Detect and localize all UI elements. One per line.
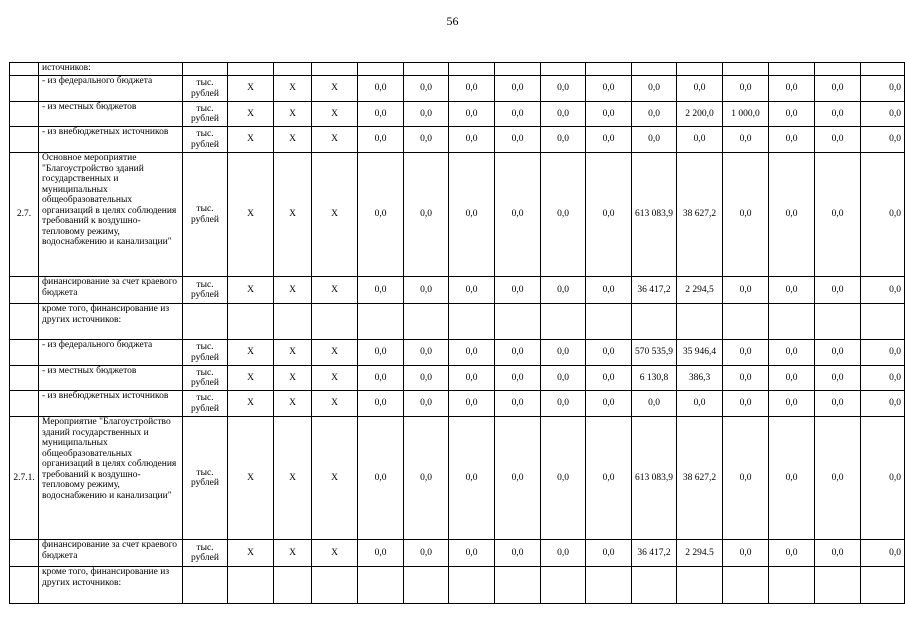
row-number (10, 567, 39, 604)
value-cell (769, 63, 815, 76)
value-cell: 0,0 (815, 153, 861, 277)
row-unit (183, 63, 228, 76)
value-cell: 0,0 (769, 277, 815, 304)
value-cell (769, 304, 815, 340)
row-unit: тыс. рублей (183, 102, 228, 127)
value-cell: 0,0 (449, 340, 495, 366)
row-unit: тыс. рублей (183, 366, 228, 391)
row-number (10, 366, 39, 391)
value-cell: 0,0 (449, 127, 495, 153)
value-cell: 0,0 (586, 76, 632, 102)
value-cell: X (274, 417, 312, 540)
row-name: источников: (39, 63, 183, 76)
value-cell: 0,0 (632, 127, 677, 153)
value-cell: 0,0 (815, 540, 861, 567)
row-number (10, 102, 39, 127)
table-row (10, 304, 905, 340)
value-cell (677, 63, 723, 76)
value-cell: X (228, 76, 274, 102)
value-cell: X (274, 76, 312, 102)
value-cell: 0,0 (541, 127, 586, 153)
value-cell: 0,0 (358, 153, 404, 277)
value-cell: 0,0 (541, 417, 586, 540)
value-cell: 0,0 (358, 76, 404, 102)
value-cell: 0,0 (358, 340, 404, 366)
value-cell: 0,0 (815, 417, 861, 540)
row-number: 2.7.1. (10, 417, 39, 540)
value-cell: X (274, 366, 312, 391)
value-cell: 2 200,0 (677, 102, 723, 127)
value-cell (274, 304, 312, 340)
value-cell: 386,3 (677, 366, 723, 391)
value-cell (228, 304, 274, 340)
value-cell: 38 627,2 (677, 417, 723, 540)
row-unit: тыс. рублей (183, 127, 228, 153)
value-cell: X (312, 366, 358, 391)
value-cell: 0,0 (541, 340, 586, 366)
value-cell: X (312, 127, 358, 153)
value-cell: 0,0 (449, 391, 495, 417)
value-cell: X (312, 340, 358, 366)
value-cell: 0,0 (586, 391, 632, 417)
value-cell: 0,0 (404, 277, 449, 304)
value-cell: 0,0 (404, 340, 449, 366)
value-cell: 0,0 (815, 277, 861, 304)
value-cell: 0,0 (586, 102, 632, 127)
value-cell: 0,0 (861, 277, 905, 304)
value-cell: 6 130,8 (632, 366, 677, 391)
value-cell (815, 63, 861, 76)
value-cell: 0,0 (541, 102, 586, 127)
value-cell: 0,0 (449, 540, 495, 567)
value-cell: 0,0 (861, 340, 905, 366)
value-cell: 0,0 (723, 127, 769, 153)
value-cell: 0,0 (404, 540, 449, 567)
value-cell: 0,0 (586, 540, 632, 567)
row-unit: тыс. рублей (183, 340, 228, 366)
row-name: кроме того, финансирование из других источников: (39, 304, 183, 340)
value-cell: 0,0 (358, 366, 404, 391)
value-cell: 0,0 (769, 127, 815, 153)
value-cell: 0,0 (586, 277, 632, 304)
value-cell (861, 567, 905, 604)
value-cell: 0,0 (449, 102, 495, 127)
value-cell: 0,0 (769, 76, 815, 102)
value-cell (449, 63, 495, 76)
row-name: - из федерального бюджета (39, 340, 183, 366)
value-cell: 38 627,2 (677, 153, 723, 277)
value-cell: X (312, 391, 358, 417)
row-unit (183, 304, 228, 340)
value-cell (586, 567, 632, 604)
value-cell: 0,0 (769, 340, 815, 366)
value-cell: 0,0 (769, 540, 815, 567)
row-number (10, 127, 39, 153)
value-cell: X (274, 127, 312, 153)
value-cell: X (274, 540, 312, 567)
row-unit: тыс. рублей (183, 76, 228, 102)
value-cell: X (312, 76, 358, 102)
value-cell: X (312, 277, 358, 304)
value-cell: 0,0 (586, 366, 632, 391)
value-cell: X (228, 153, 274, 277)
value-cell: 0,0 (404, 102, 449, 127)
row-number (10, 540, 39, 567)
value-cell: 0,0 (677, 127, 723, 153)
value-cell (769, 567, 815, 604)
value-cell: 0,0 (449, 417, 495, 540)
value-cell (495, 63, 541, 76)
row-name: - из местных бюджетов (39, 102, 183, 127)
value-cell: 0,0 (861, 366, 905, 391)
table-row (10, 567, 905, 604)
row-number (10, 277, 39, 304)
value-cell: 0,0 (861, 417, 905, 540)
value-cell: 0,0 (632, 76, 677, 102)
value-cell (632, 63, 677, 76)
row-unit: тыс. рублей (183, 391, 228, 417)
value-cell (228, 567, 274, 604)
value-cell: X (228, 127, 274, 153)
value-cell: 0,0 (632, 102, 677, 127)
value-cell: 0,0 (495, 76, 541, 102)
value-cell (586, 63, 632, 76)
value-cell: 0,0 (404, 127, 449, 153)
value-cell (632, 567, 677, 604)
value-cell (404, 304, 449, 340)
table-row (10, 102, 905, 127)
value-cell: 0,0 (586, 417, 632, 540)
budget-table (9, 62, 905, 604)
value-cell: X (228, 102, 274, 127)
value-cell (723, 63, 769, 76)
value-cell: 0,0 (769, 153, 815, 277)
row-unit: тыс. рублей (183, 153, 228, 277)
value-cell: X (274, 153, 312, 277)
row-number (10, 63, 39, 76)
value-cell (358, 567, 404, 604)
value-cell: 0,0 (449, 153, 495, 277)
value-cell (274, 63, 312, 76)
value-cell: 0,0 (723, 417, 769, 540)
row-number (10, 76, 39, 102)
value-cell: 0,0 (404, 153, 449, 277)
value-cell (586, 304, 632, 340)
table-row (10, 63, 905, 76)
value-cell: 0,0 (632, 391, 677, 417)
value-cell: 0,0 (815, 127, 861, 153)
value-cell: 36 417,2 (632, 540, 677, 567)
value-cell: 0,0 (677, 391, 723, 417)
value-cell: X (228, 540, 274, 567)
value-cell: X (312, 417, 358, 540)
value-cell (404, 63, 449, 76)
value-cell: 0,0 (495, 127, 541, 153)
value-cell (632, 304, 677, 340)
row-number (10, 340, 39, 366)
value-cell: 0,0 (495, 417, 541, 540)
value-cell: X (312, 153, 358, 277)
value-cell: 0,0 (358, 277, 404, 304)
value-cell: 0,0 (495, 366, 541, 391)
value-cell: 0,0 (449, 76, 495, 102)
value-cell: 0,0 (404, 417, 449, 540)
table-row (10, 277, 905, 304)
table-row (10, 366, 905, 391)
row-number (10, 304, 39, 340)
value-cell: 36 417,2 (632, 277, 677, 304)
value-cell: 0,0 (861, 153, 905, 277)
value-cell: 0,0 (404, 391, 449, 417)
value-cell: 0,0 (586, 153, 632, 277)
value-cell (861, 63, 905, 76)
value-cell: 0,0 (861, 76, 905, 102)
value-cell (312, 304, 358, 340)
table-row (10, 391, 905, 417)
value-cell (312, 567, 358, 604)
value-cell: 1 000,0 (723, 102, 769, 127)
row-number (10, 391, 39, 417)
row-name: - из внебюджетных источников (39, 127, 183, 153)
value-cell: 0,0 (495, 391, 541, 417)
value-cell: X (228, 391, 274, 417)
value-cell: 0,0 (358, 127, 404, 153)
value-cell: 0,0 (815, 391, 861, 417)
value-cell: 0,0 (541, 540, 586, 567)
row-name: - из местных бюджетов (39, 366, 183, 391)
value-cell: 0,0 (769, 391, 815, 417)
value-cell: 613 083,9 (632, 417, 677, 540)
value-cell (495, 304, 541, 340)
value-cell: 570 535,9 (632, 340, 677, 366)
value-cell: X (312, 540, 358, 567)
value-cell: X (274, 102, 312, 127)
value-cell: X (274, 391, 312, 417)
row-name: кроме того, финансирование из других источников: (39, 567, 183, 604)
value-cell: 0,0 (449, 277, 495, 304)
value-cell: 0,0 (723, 366, 769, 391)
table-row (10, 340, 905, 366)
value-cell: 0,0 (723, 391, 769, 417)
table-row (10, 540, 905, 567)
row-number: 2.7. (10, 153, 39, 277)
value-cell (541, 567, 586, 604)
value-cell: X (228, 277, 274, 304)
value-cell: 0,0 (541, 391, 586, 417)
table-row (10, 153, 905, 277)
value-cell (312, 63, 358, 76)
value-cell: 35 946,4 (677, 340, 723, 366)
value-cell (723, 304, 769, 340)
value-cell (541, 304, 586, 340)
value-cell: 0,0 (861, 391, 905, 417)
value-cell (358, 304, 404, 340)
value-cell: 2 294.5 (677, 540, 723, 567)
value-cell: 0,0 (861, 102, 905, 127)
row-name: Основное мероприятие "Благоустройство зданий государственных и муниципальных общеобразовательных организаций в целях соблюдения требований к воздушно-тепловому режиму, водоснабжению и канализации" (39, 153, 183, 277)
row-name: - из федерального бюджета (39, 76, 183, 102)
table-body (10, 63, 905, 604)
table-row (10, 76, 905, 102)
value-cell: 0,0 (495, 153, 541, 277)
row-name: финансирование за счет краевого бюджета (39, 540, 183, 567)
value-cell: 0,0 (358, 417, 404, 540)
table-row (10, 127, 905, 153)
value-cell: X (274, 277, 312, 304)
page-number: 56 (446, 14, 459, 28)
row-unit: тыс. рублей (183, 540, 228, 567)
value-cell (449, 304, 495, 340)
value-cell: 0,0 (723, 76, 769, 102)
value-cell: 0,0 (358, 391, 404, 417)
value-cell (815, 567, 861, 604)
value-cell (677, 567, 723, 604)
value-cell: X (228, 340, 274, 366)
value-cell: 0,0 (815, 366, 861, 391)
value-cell (495, 567, 541, 604)
value-cell (677, 304, 723, 340)
row-name: - из внебюджетных источников (39, 391, 183, 417)
value-cell: 2 294,5 (677, 277, 723, 304)
value-cell: 0,0 (495, 277, 541, 304)
value-cell: 0,0 (358, 540, 404, 567)
value-cell: 0,0 (541, 366, 586, 391)
value-cell (449, 567, 495, 604)
value-cell: 0,0 (495, 340, 541, 366)
value-cell: 0,0 (815, 102, 861, 127)
value-cell (358, 63, 404, 76)
value-cell: 0,0 (586, 127, 632, 153)
value-cell: 0,0 (861, 540, 905, 567)
value-cell: 0,0 (815, 76, 861, 102)
value-cell: 0,0 (541, 277, 586, 304)
value-cell: 0,0 (586, 340, 632, 366)
value-cell: 0,0 (495, 540, 541, 567)
value-cell (274, 567, 312, 604)
value-cell (861, 304, 905, 340)
value-cell: 613 083,9 (632, 153, 677, 277)
value-cell (815, 304, 861, 340)
row-unit (183, 567, 228, 604)
value-cell: X (228, 366, 274, 391)
value-cell: X (228, 417, 274, 540)
row-unit: тыс. рублей (183, 417, 228, 540)
value-cell: 0,0 (404, 366, 449, 391)
table-row (10, 417, 905, 540)
value-cell (404, 567, 449, 604)
value-cell: 0,0 (495, 102, 541, 127)
value-cell: 0,0 (404, 76, 449, 102)
value-cell: 0,0 (723, 540, 769, 567)
row-unit: тыс. рублей (183, 277, 228, 304)
value-cell (541, 63, 586, 76)
value-cell: 0,0 (723, 340, 769, 366)
value-cell: X (312, 102, 358, 127)
value-cell: 0,0 (861, 127, 905, 153)
value-cell (723, 567, 769, 604)
value-cell: 0,0 (769, 102, 815, 127)
value-cell: 0,0 (769, 366, 815, 391)
value-cell: 0,0 (815, 340, 861, 366)
value-cell: 0,0 (723, 277, 769, 304)
value-cell: 0,0 (723, 153, 769, 277)
value-cell: 0,0 (541, 153, 586, 277)
value-cell: 0,0 (769, 417, 815, 540)
value-cell: 0,0 (358, 102, 404, 127)
value-cell: 0,0 (449, 366, 495, 391)
value-cell (228, 63, 274, 76)
row-name: Мероприятие "Благоустройство зданий государственных и муниципальных общеобразовательных организаций в целях соблюдения требований к воздушно-тепловому режиму, водоснабжению и канализации" (39, 417, 183, 540)
value-cell: 0,0 (677, 76, 723, 102)
row-name: финансирование за счет краевого бюджета (39, 277, 183, 304)
value-cell: 0,0 (541, 76, 586, 102)
value-cell: X (274, 340, 312, 366)
